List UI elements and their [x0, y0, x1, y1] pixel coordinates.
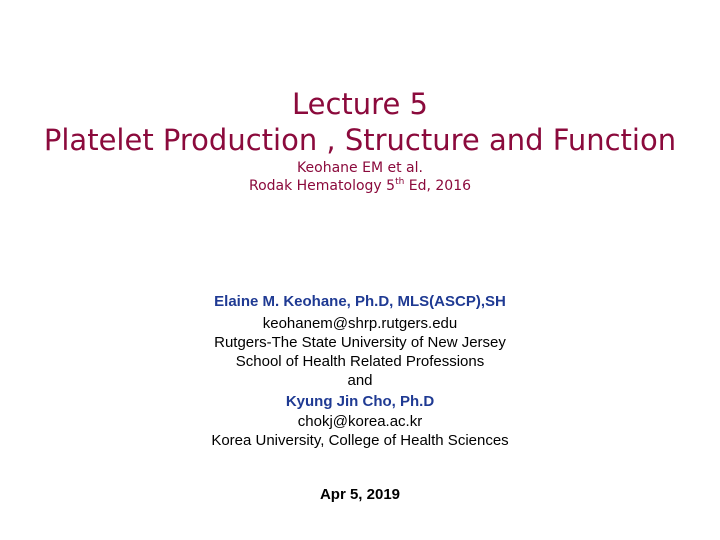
author2-affiliation: Korea University, College of Health Sciences — [211, 432, 509, 449]
author2-name: Kyung Jin Cho, Ph.D — [285, 393, 435, 410]
citation-book-suffix: Ed, 2016 — [404, 178, 472, 194]
citation-book-prefix: Rodak Hematology 5 — [248, 178, 396, 194]
author2-email: chokj@korea.ac.kr — [297, 413, 423, 430]
lecture-date: Apr 5, 2019 — [319, 486, 401, 503]
citation-book — [0, 176, 720, 196]
lecture-number-title: Lecture 5 — [292, 87, 428, 121]
author1-email: keohanem@shrp.rutgers.edu — [262, 315, 458, 332]
author1-name: Elaine M. Keohane, Ph.D, MLS(ASCP),SH — [214, 293, 506, 310]
author-conjunction: and — [347, 372, 373, 389]
citation-book-superscript: th — [395, 177, 405, 187]
citation-authors: Keohane EM et al. — [297, 160, 423, 176]
author1-affiliation-school: School of Health Related Professions — [235, 353, 485, 370]
author1-affiliation-university: Rutgers-The State University of New Jersey — [214, 334, 506, 351]
lecture-topic-title: Platelet Production , Structure and Function — [43, 123, 677, 157]
